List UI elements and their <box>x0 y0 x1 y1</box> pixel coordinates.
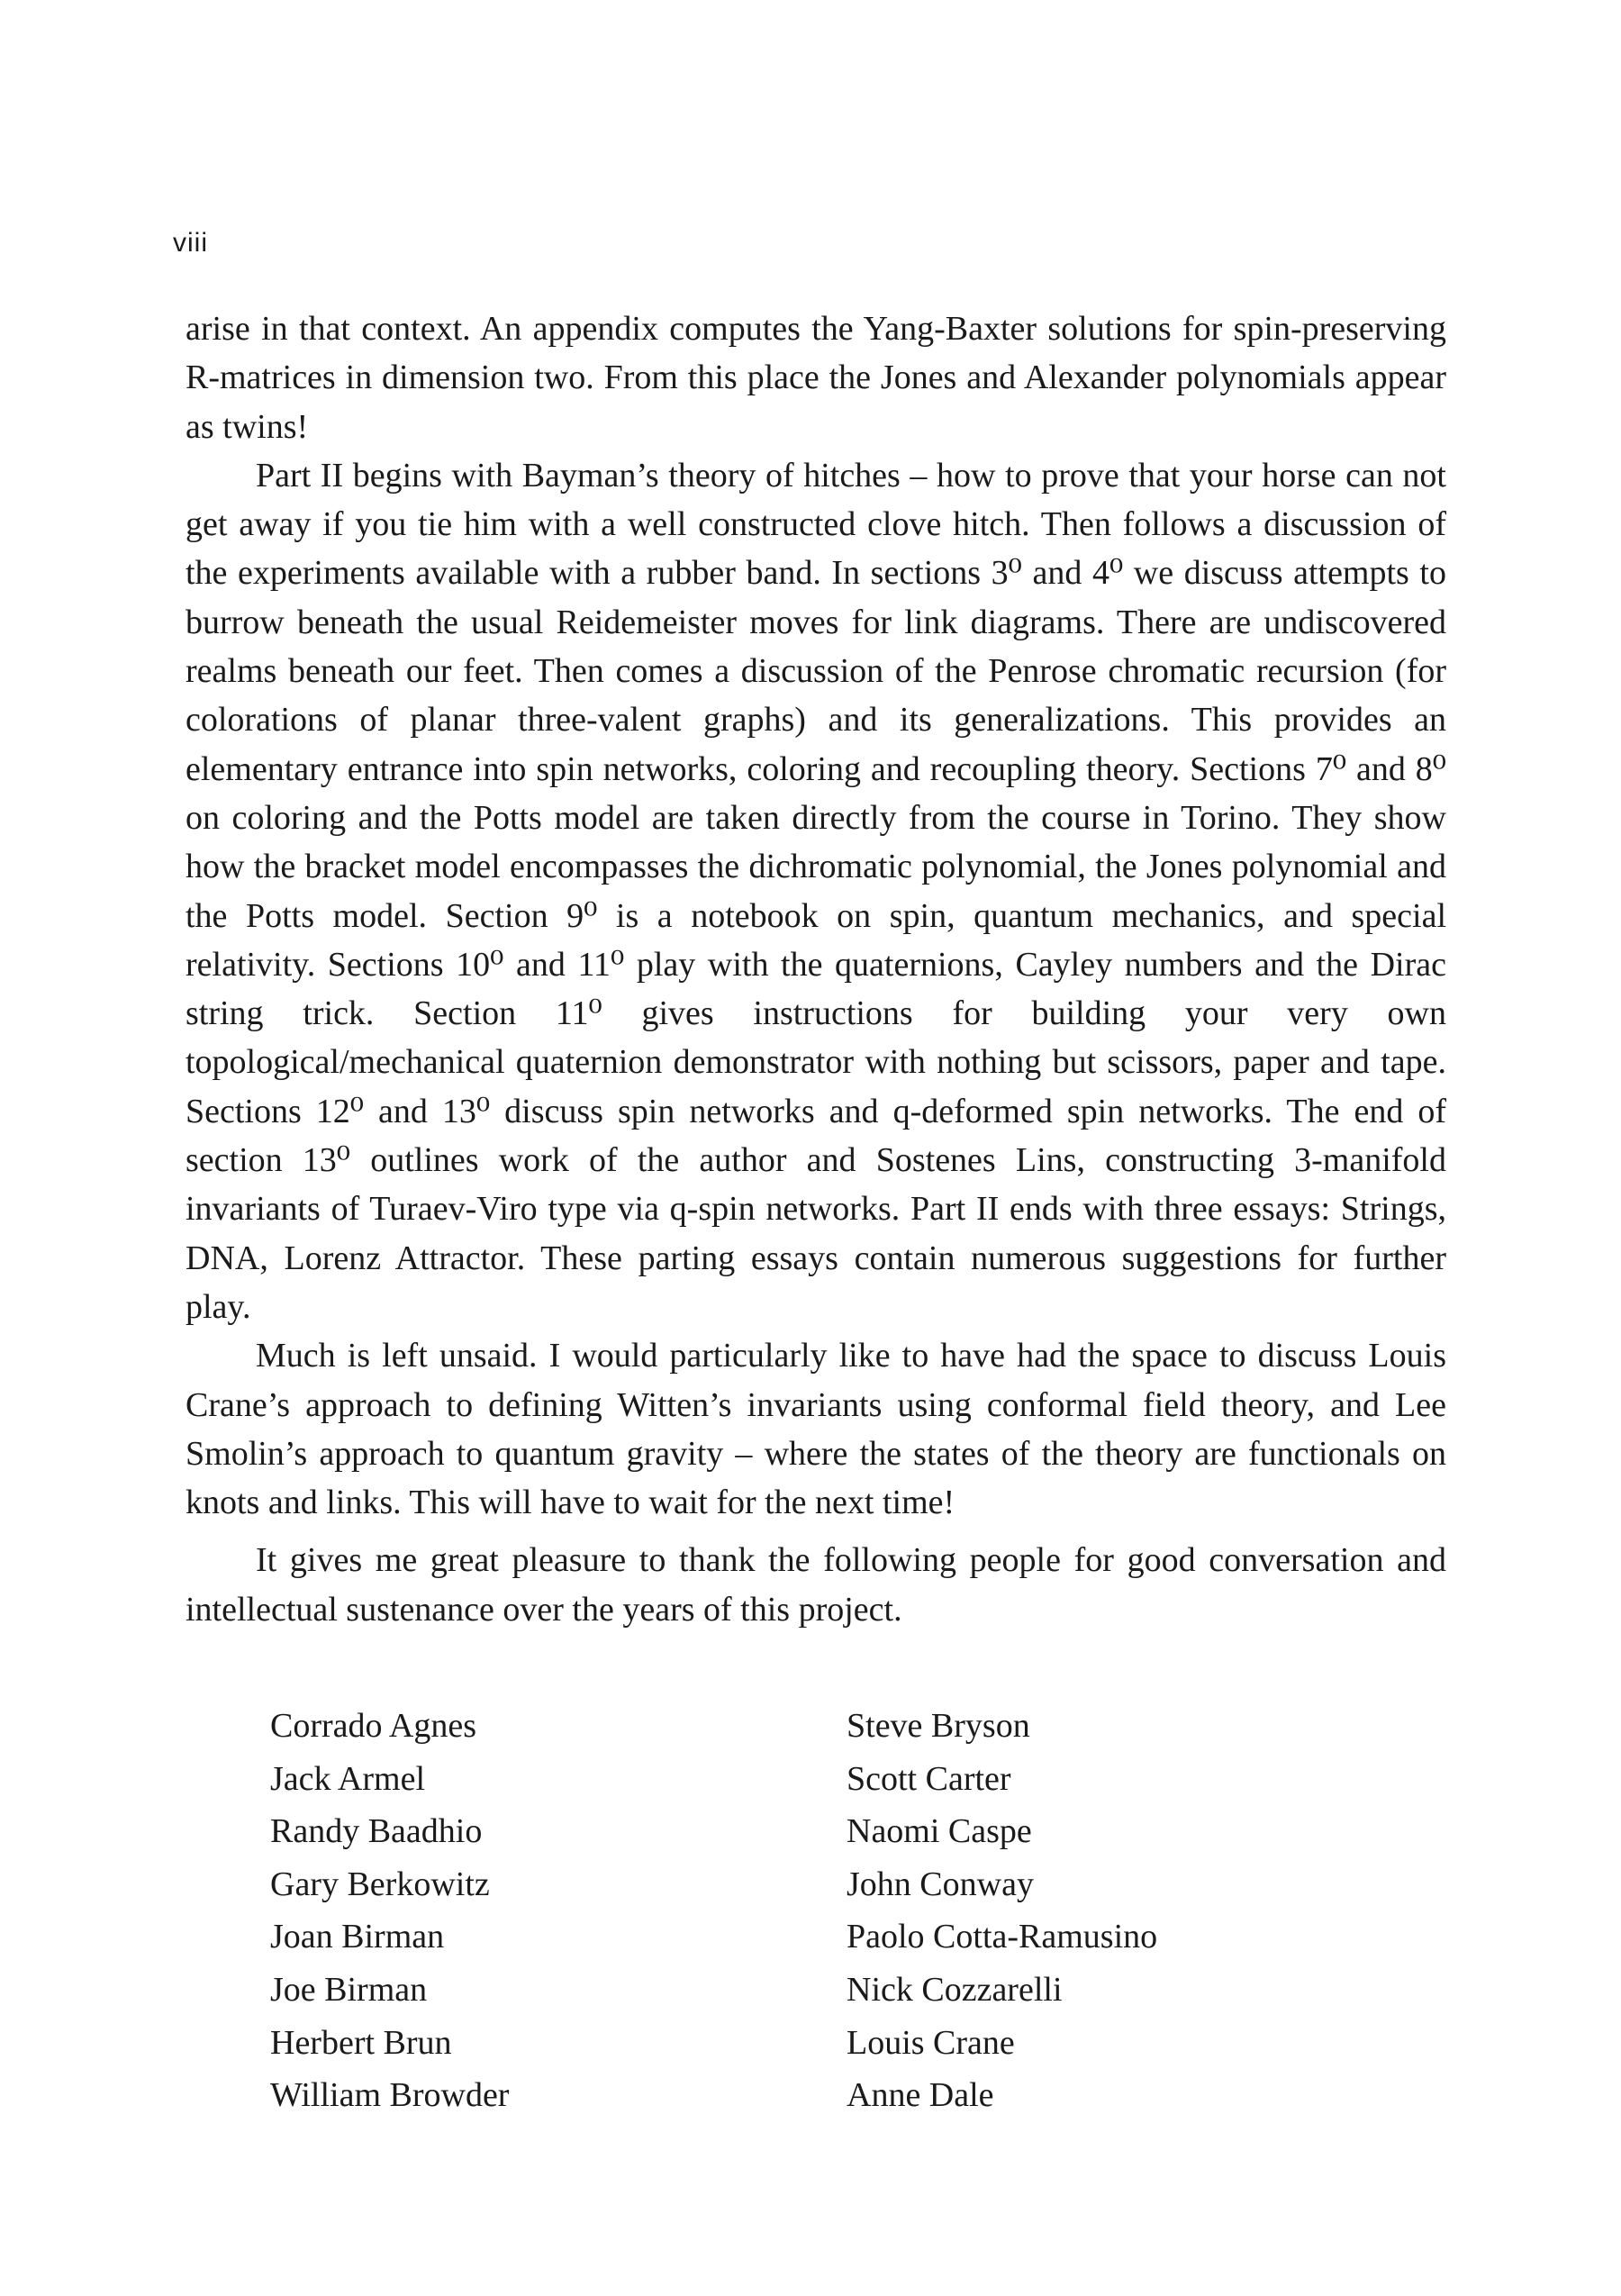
name-item: Joe Birman <box>270 1970 428 2009</box>
name-item: Anne Dale <box>847 2076 994 2115</box>
paragraph-left-unsaid: Much is left unsaid. I would particularly like to have had the space to discuss Louis Crane’s approach to defining Witten’s invariants using conformal field theory, and Lee Smolin’s approach to quantum gravity – where the states of the theory are functionals on knots and links. This will have to wait for the next time! <box>186 1337 1446 1522</box>
name-item: Herbert Brun <box>270 2023 452 2062</box>
name-item: Randy Baadhio <box>270 1812 483 1851</box>
name-item: William Browder <box>270 2076 510 2115</box>
name-item: Naomi Caspe <box>847 1812 1032 1851</box>
paragraph-part-two: Part II begins with Bayman’s theory of hitches – how to prove that your horse can not get away if you tie him with a well constructed clove hitch. Then follows a discussion of the experiments available with a rubber band. In sections 3⁰ and 4⁰ we discuss attempts to burrow beneath the usual Reidemeister moves for link diagrams. There are undiscovered realms beneath our feet. Then comes a discussion of the Penrose chromatic recursion (for colorations of planar three-valent graphs) and its generalizations. This provides an elementary entrance into spin networks, coloring and recoupling theory. Sections 7⁰ and 8⁰ on coloring and the Potts model are taken directly from the course in Torino. They show how the bracket model encompasses the dichromatic polynomial, the Jones polynomial and the Potts model. Section 9⁰ is a notebook on spin, quantum mechanics, and special relativity. Sections 10⁰ and 11⁰ play with the quaternions, Cayley numbers and the Dirac string trick. Section 11⁰ gives instructions for building your very own topological/mechanical quaternion demonstrator with nothing but scissors, paper and tape. Sections 12⁰ and 13⁰ discuss spin networks and q-deformed spin networks. The end of section 13⁰ outlines work of the author and Sostenes Lins, constructing 3-manifold invariants of Turaev-Viro type via q-spin networks. Part II ends with three essays: Strings, DNA, Lorenz Attractor. These parting essays contain numerous suggestions for further play. <box>186 456 1446 1326</box>
name-item: Scott Carter <box>847 1759 1011 1798</box>
body-text <box>186 304 1446 1634</box>
names-column-right <box>847 1700 1351 2122</box>
paragraph-continuation: arise in that context. An appendix computes the Yang-Baxter solutions for spin-preserving R-matrices in dimension two. From this place the Jones and Alexander polynomials appear as twins! <box>186 310 1446 446</box>
name-item: Paolo Cotta-Ramusino <box>847 1918 1158 1956</box>
name-item: Nick Cozzarelli <box>847 1970 1063 2009</box>
name-item: Gary Berkowitz <box>270 1865 490 1903</box>
name-item: John Conway <box>847 1865 1034 1903</box>
name-item: Steve Bryson <box>847 1707 1030 1745</box>
paragraph-acknowledgments: It gives me great pleasure to thank the following people for good conversation and intellectual sustenance over the years of this project. <box>186 1541 1446 1629</box>
name-item: Louis Crane <box>847 2023 1015 2062</box>
names-column-left <box>270 1700 847 2122</box>
acknowledgment-names <box>270 1700 1351 2122</box>
name-item: Joan Birman <box>270 1918 445 1956</box>
name-item: Jack Armel <box>270 1759 426 1798</box>
page-number: viii <box>173 228 208 258</box>
name-item: Corrado Agnes <box>270 1707 477 1745</box>
